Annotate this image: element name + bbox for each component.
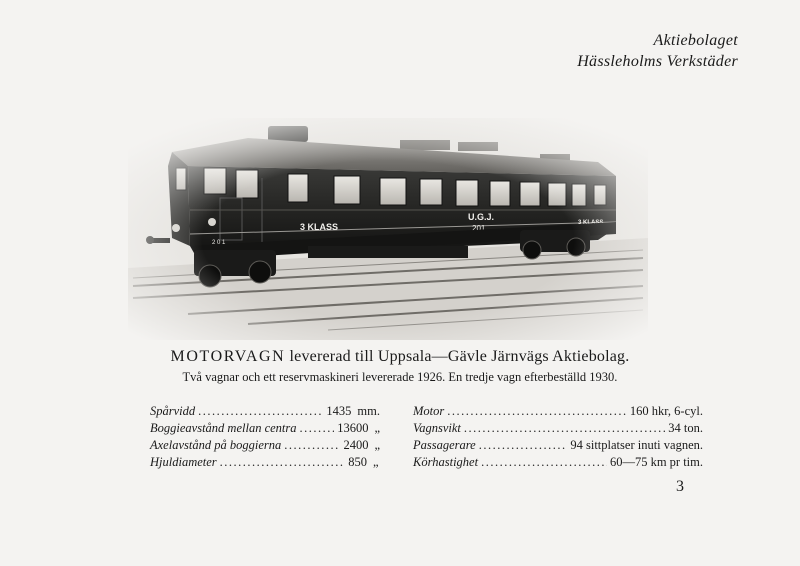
leader-dots — [198, 404, 323, 419]
spec-label: Boggieavstånd mellan centra — [150, 421, 297, 435]
spec-label: Axelavstånd på boggierna — [150, 438, 282, 452]
leader-dots — [479, 438, 568, 453]
leader-dots — [481, 455, 607, 470]
leader-dots — [300, 421, 335, 436]
spec-label: Körhastighet — [413, 455, 479, 469]
spec-row — [413, 455, 703, 472]
spec-unit: „ — [374, 438, 380, 452]
spec-value: 2400 — [343, 438, 369, 452]
publisher-line-2: Hässleholms Verkstäder — [577, 53, 738, 70]
spec-row — [413, 404, 703, 421]
leader-dots — [284, 438, 340, 453]
spec-value: 1435 — [326, 404, 352, 418]
spec-value: 34 ton. — [668, 421, 703, 435]
spec-row — [150, 438, 380, 455]
spec-value: 94 sittplatser inuti vagnen. — [570, 438, 703, 452]
spec-value: 850 — [348, 455, 367, 469]
leader-dots — [464, 421, 665, 436]
specs-right-column — [413, 404, 703, 472]
spec-unit: „ — [372, 455, 379, 469]
spec-label: Motor — [413, 404, 445, 418]
spec-row — [150, 421, 380, 438]
spec-unit: „ — [374, 421, 380, 435]
spec-row — [413, 438, 703, 455]
spec-unit: mm. — [357, 404, 380, 418]
spec-row — [413, 421, 703, 438]
publisher-line-1: Aktiebolaget — [653, 32, 738, 49]
caption-title-rest: levererad till Uppsala—Gävle Järnvägs Aktiebolag. — [285, 348, 630, 365]
spec-row — [150, 455, 380, 472]
specs-left-column — [150, 404, 380, 472]
railcar-photograph — [128, 118, 648, 340]
leader-dots — [220, 455, 346, 470]
spec-label: Hjuldiameter — [150, 455, 217, 469]
spec-label: Vagnsvikt — [413, 421, 461, 435]
spec-label: Passagerare — [413, 438, 476, 452]
caption-title-lead: MOTORVAGN — [170, 348, 286, 365]
spec-label: Spårvidd — [150, 404, 196, 418]
spec-value: 160 hkr, 6-cyl. — [629, 404, 703, 418]
leader-dots — [447, 404, 627, 419]
caption-subtitle: Två vagnar och ett reservmaskineri levererade 1926. En tredje vagn efterbeställd 1930. — [182, 370, 618, 384]
caption-title — [0, 348, 800, 366]
spec-value: 13600 — [337, 421, 369, 435]
spec-value: 60—75 km pr tim. — [609, 455, 703, 469]
page-number: 3 — [676, 478, 684, 495]
publisher-heading — [577, 30, 738, 72]
spec-row — [150, 404, 380, 421]
